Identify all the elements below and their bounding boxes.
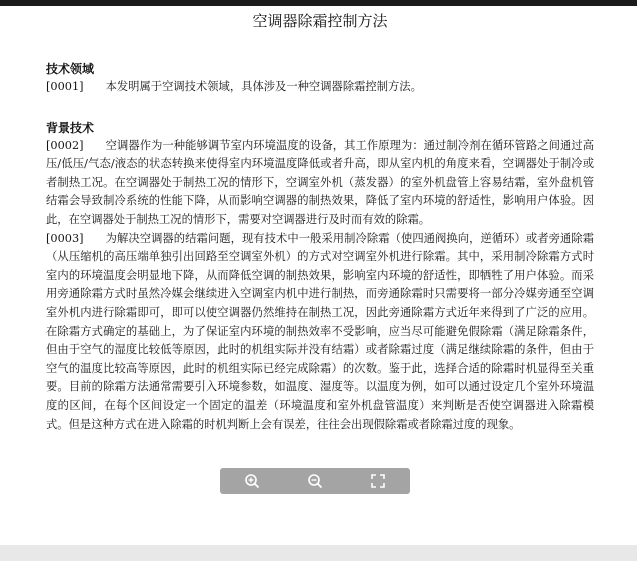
viewer-toolbar xyxy=(220,468,410,494)
paragraph-0001 xyxy=(46,78,594,97)
paragraph-number: [0003] xyxy=(46,231,84,245)
paragraph-number: [0002] xyxy=(46,138,84,152)
paragraph-0002 xyxy=(46,137,594,230)
zoom-in-icon[interactable] xyxy=(241,470,263,492)
paragraph-text: 本发明属于空调技术领域，具体涉及一种空调器除霜控制方法。 xyxy=(105,80,422,93)
paragraph-number: [0001] xyxy=(46,80,84,93)
top-bar xyxy=(0,0,637,6)
paragraph-0003 xyxy=(46,230,594,435)
zoom-out-icon[interactable] xyxy=(304,470,326,492)
document-title: 空调器除霜控制方法 xyxy=(252,12,388,30)
section-heading-background: 背景技术 xyxy=(46,120,95,135)
paragraph-text: 为解决空调器的结霜问题，现有技术中一般采用制冷除霜（使四通阀换向，逆循环）或者旁通除霜（从压缩机的高压端单独引出回路至空调室外机）的方式对空调室外机进行除霜。其中，采用制冷除霜方式时室内的环境温度会明显地下降，从而降低空调的制热效果，影响室内环境的舒适性，即牺牲了用户体验。而采用旁通除霜方式时虽然冷媒会继续进入空调室内机中进行制热，而旁通除霜时只需要将一部分冷媒旁通至空调室外机内进行除霜即可，即可以使空调器仍然维持在制热工况，因此旁通除霜方式近年来得到了广泛的应用。在除霜方式确定的基础上，为了保证室内环境的制热效率不受影响，应当尽可能避免假除霜（满足除霜条件，但由于空气的湿度比较低等原因，此时的机组实际并没有结霜）或者除霜过度（满足继续除霜的条件，但由于空气的温度比较高等原因，此时的机组实际已经完成除霜）的次数。鉴于此，选择合适的除霜时机显得至关重要。目前的除霜方法通常需要引入环境参数，如温度、湿度等。以温度为例，如可以通过设定几个室外环境温度的区间，在每个区间设定一个固定的温差（环境温度和室外机盘管温度）来判断是否使空调器进入除霜模式。但是这种方式在进入除霜的时机判断上会有误差，往往会出现假除霜或者除霜过度的现象。 xyxy=(46,231,594,431)
bottom-bar xyxy=(0,545,637,561)
section-heading-technical-field: 技术领域 xyxy=(46,62,95,76)
paragraph-text: 空调器作为一种能够调节室内环境温度的设备，其工作原理为：通过制冷剂在循环管路之间通过高压/低压/气态/液态的状态转换来使得室内环境温度降低或者升高，即从室内机的角度来看，空调器处于制冷或者制热工况。在空调器处于制热工况的情形下，空调室外机（蒸发器）的室外机盘管上容易结霜，室外盘机管结霜会导致制冷系统的性能下降，从而影响空调器的制热效果，降低了室内环境的舒适性，影响用户体验。因此，在空调器处于制热工况的情形下，需要对空调器进行及时而有效的除霜。 xyxy=(46,138,594,226)
document-page xyxy=(46,10,594,434)
fullscreen-icon[interactable] xyxy=(367,470,389,492)
